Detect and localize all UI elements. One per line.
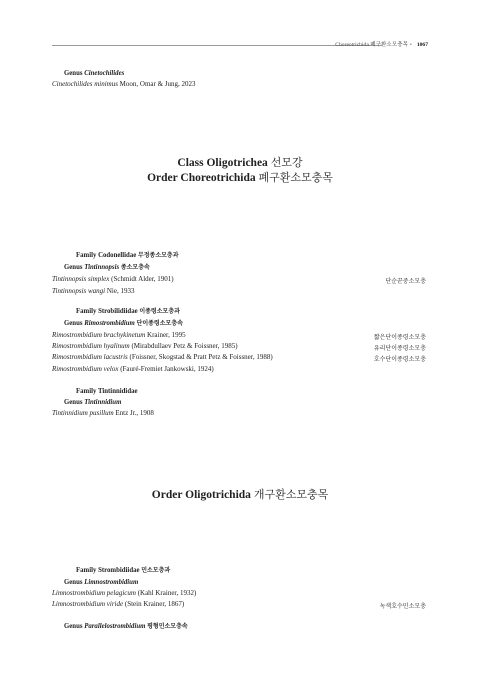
species-entry: Rimostrombidium brachykinetum Krainer, 1995 — [52, 331, 186, 339]
order-heading: Order Choreotrichida 폐구환소모충목 — [147, 171, 333, 184]
family-tintinnididae: Family Tintinnididae — [76, 388, 138, 395]
species-entry: Tintinnopsis simplex (Schmidt Alder, 1901) — [52, 275, 174, 283]
running-header — [335, 40, 428, 48]
genus-limnostrombidium: Genus Limnostrombidium — [64, 579, 139, 586]
header-rule — [52, 45, 382, 46]
family-strobilidiidae: Family Strobilidiidae 이종령소모충과 — [76, 308, 180, 315]
genus-parallelostrombidium: Genus Parallelostrombidium 평형민소모충속 — [64, 623, 188, 630]
family-codonellidae: Family Codonellidae 무정종소모충과 — [76, 252, 179, 259]
species-korean-name: 유리단이종령소모충 — [373, 345, 426, 352]
running-title: Choreotrichida 폐구환소모충목 — [335, 42, 409, 48]
species-entry: Tintinnidium pusillum Entz Jr., 1908 — [52, 409, 154, 417]
genus-rimostrombidium: Genus Rimostrombidium 단이종령소모충속 — [64, 320, 183, 327]
class-heading: Class Oligotrichea 선모강 — [177, 156, 303, 169]
genus-tintinnopsis: Genus Tintinnopsis 종소모충속 — [64, 264, 150, 271]
species-korean-name: 녹색호수민소모충 — [379, 603, 426, 610]
genus-tintinnidium: Genus Tintinnidium — [64, 399, 122, 406]
species-korean-name: 짧은단이종령소모충 — [373, 334, 426, 341]
order-heading: Order Oligotrichida 개구환소모충목 — [151, 488, 329, 501]
genus-cinetochilides: Genus Cinetochilides — [64, 70, 125, 77]
species-entry: Rimostrombidium velox (Fauré-Fremiet Jankowski, 1924) — [52, 365, 214, 373]
species-entry: Tintinnopsis wangi Nie, 1933 — [52, 287, 135, 295]
species-entry: Rimostrombidium hyalinum (Mirabdullaev Petz & Foissner, 1985) — [52, 342, 238, 350]
family-strombidiidae: Family Strombidiidae 민소모충과 — [76, 567, 171, 574]
species-entry: Rimostrombidium lacustris (Foissner, Skogstad & Pratt Petz & Foissner, 1988) — [52, 353, 273, 361]
species-entry: Cinetochilides minimus Moon, Omar & Jung, 2023 — [52, 80, 196, 88]
species-korean-name: 호수단이종령소모충 — [373, 356, 426, 363]
species-entry: Limnostrombidium viride (Stein Krainer, 1867) — [52, 600, 185, 608]
species-entry: Limnostrombidium pelagicum (Kahl Krainer, 1932) — [52, 589, 197, 597]
header-bullet-icon: • — [410, 43, 412, 48]
page-number: 1067 — [416, 42, 428, 48]
species-korean-name: 단순꾼중소모충 — [385, 278, 426, 285]
